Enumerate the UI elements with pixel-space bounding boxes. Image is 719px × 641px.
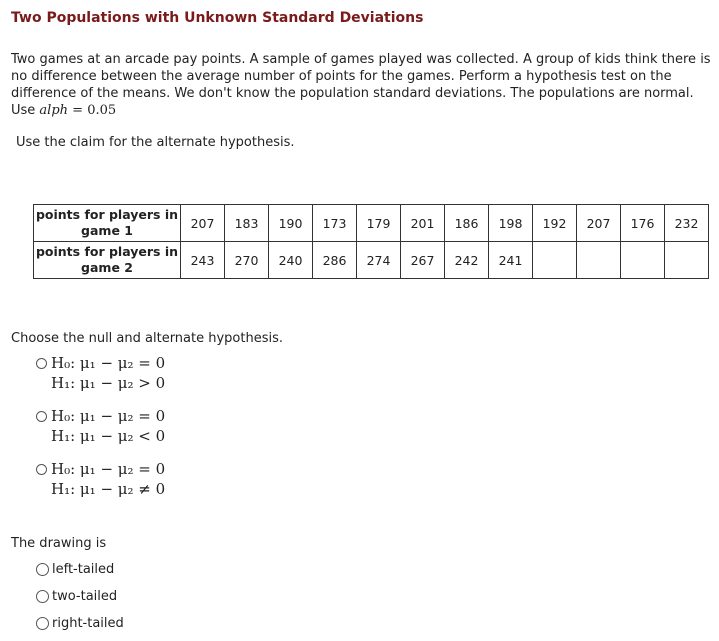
table-cell <box>577 242 621 279</box>
drawing-prompt: The drawing is <box>11 536 107 551</box>
table-cell: 270 <box>225 242 269 279</box>
problem-statement <box>11 51 711 119</box>
null-hypothesis: H₀: μ₁ − μ₂ = 0 <box>51 407 166 425</box>
alternate-hypothesis: H₁: μ₁ − μ₂ > 0 <box>51 374 166 392</box>
alpha-expression: alph = 0.05 <box>39 103 117 118</box>
table-cell: 274 <box>357 242 401 279</box>
row-label-game-2: points for players in game 2 <box>34 242 181 279</box>
radio-hypothesis-two[interactable] <box>36 464 47 475</box>
table-row-game-2 <box>34 242 709 279</box>
alpha-value: 0.05 <box>87 103 117 118</box>
option-right-tailed[interactable] <box>36 616 124 631</box>
table-cell: 232 <box>665 205 709 242</box>
radio-right-tailed[interactable] <box>36 617 49 630</box>
page-title: Two Populations with Unknown Standard Deviations <box>11 10 424 26</box>
radio-hypothesis-left[interactable] <box>36 411 47 422</box>
alpha-prefix: Use <box>11 103 40 118</box>
alternate-hypothesis: H₁: μ₁ − μ₂ < 0 <box>51 427 166 445</box>
table-cell: 192 <box>533 205 577 242</box>
option-label: left-tailed <box>52 562 115 577</box>
table-cell: 201 <box>401 205 445 242</box>
table-cell: 267 <box>401 242 445 279</box>
table-cell <box>533 242 577 279</box>
hypothesis-option-right[interactable] <box>36 353 165 393</box>
table-cell: 173 <box>313 205 357 242</box>
radio-left-tailed[interactable] <box>36 563 49 576</box>
hypothesis-prompt: Choose the null and alternate hypothesis. <box>11 331 284 346</box>
option-label: right-tailed <box>52 616 124 631</box>
problem-text: Two games at an arcade pay points. A sample of games played was collected. A group of kids think there is no difference between the average number of points for the games. Perform a hypothesis test on the difference of the means. We don't know the population standard deviations. The populations are normal. <box>11 52 711 101</box>
alternate-hypothesis: H₁: μ₁ − μ₂ ≠ 0 <box>51 480 166 498</box>
option-label: two-tailed <box>52 589 118 604</box>
hypothesis-option-left[interactable] <box>36 406 165 446</box>
claim-instruction: Use the claim for the alternate hypothesis. <box>16 135 295 150</box>
radio-hypothesis-right[interactable] <box>36 358 47 369</box>
table-cell: 186 <box>445 205 489 242</box>
option-left-tailed[interactable] <box>36 562 114 577</box>
option-two-tailed[interactable] <box>36 589 117 604</box>
table-cell: 240 <box>269 242 313 279</box>
data-table <box>33 204 709 279</box>
table-cell: 176 <box>621 205 665 242</box>
table-cell: 198 <box>489 205 533 242</box>
null-hypothesis: H₀: μ₁ − μ₂ = 0 <box>51 354 166 372</box>
table-cell: 207 <box>181 205 225 242</box>
table-cell: 183 <box>225 205 269 242</box>
hypothesis-option-two[interactable] <box>36 459 165 499</box>
table-row-game-1 <box>34 205 709 242</box>
row-label-game-1: points for players in game 1 <box>34 205 181 242</box>
table-cell <box>621 242 665 279</box>
table-cell: 190 <box>269 205 313 242</box>
table-cell: 179 <box>357 205 401 242</box>
table-cell: 243 <box>181 242 225 279</box>
table-cell: 242 <box>445 242 489 279</box>
table-cell: 207 <box>577 205 621 242</box>
table-cell <box>665 242 709 279</box>
alpha-symbol: alph <box>39 103 69 118</box>
table-cell: 286 <box>313 242 357 279</box>
null-hypothesis: H₀: μ₁ − μ₂ = 0 <box>51 460 166 478</box>
radio-two-tailed[interactable] <box>36 590 49 603</box>
table-cell: 241 <box>489 242 533 279</box>
